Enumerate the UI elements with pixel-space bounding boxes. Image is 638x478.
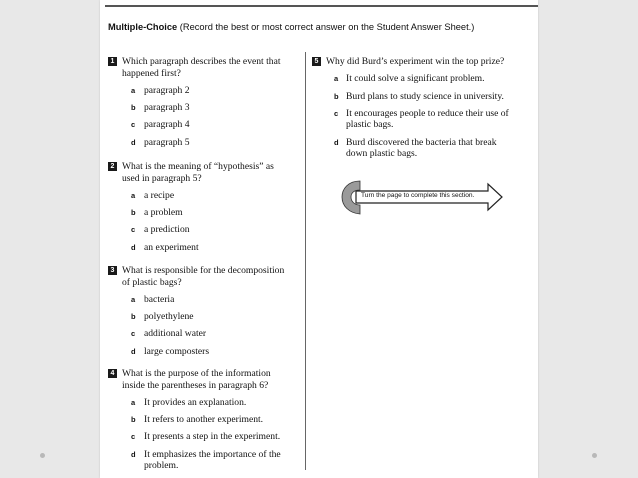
option-text: paragraph 4 [144,119,190,131]
option-text: an experiment [144,241,199,253]
option-text: a problem [144,207,183,219]
top-rule [105,5,538,7]
option-text: a prediction [144,224,190,236]
option-letter: b [131,103,136,113]
option-letter: b [131,208,136,218]
slide-nav-dot-right[interactable] [592,453,597,458]
option-text: additional water [144,328,207,340]
option-text: Burd plans to study science in university. [346,90,504,102]
question-number-badge: 1 [108,57,117,66]
option-text: bacteria [144,293,175,305]
option-letter: c [131,432,136,442]
option-letter: b [131,415,136,425]
option-a[interactable] [108,397,293,409]
question-text: Why did Burd’s experiment win the top prize? [326,56,505,67]
option-letter: b [131,312,136,322]
option-b[interactable] [108,102,288,114]
option-b[interactable] [312,91,512,103]
option-a[interactable] [312,73,512,85]
option-letter: c [131,225,136,235]
option-b[interactable] [108,414,293,426]
option-text: paragraph 5 [144,136,190,148]
turn-page-label: Turn the page to complete this section. [361,192,475,199]
option-letter: c [334,108,339,118]
section-instructions: (Record the best or most correct answer on the Student Answer Sheet.) [177,22,475,32]
option-a[interactable] [108,294,293,306]
option-text: It could solve a significant problem. [346,73,485,85]
option-letter: d [131,137,136,147]
option-letter: d [131,346,136,356]
option-text: paragraph 3 [144,102,190,114]
option-text: It presents a step in the experiment. [144,431,281,443]
question-text: What is the meaning of “hypothesis” as used in paragraph 5? [122,161,274,184]
slide-nav-dot-left[interactable] [40,453,45,458]
answer-sheet-page [100,0,538,478]
option-letter: d [334,137,339,147]
question-4 [108,368,293,472]
question-3 [108,265,293,357]
option-text: polyethylene [144,311,194,323]
option-letter: d [131,449,136,459]
option-d[interactable] [108,242,288,254]
question-number-badge: 5 [312,57,321,66]
option-letter: a [131,85,136,95]
option-text: large composters [144,345,210,357]
option-d[interactable] [108,449,293,472]
question-text: What is the purpose of the information inside the parentheses in paragraph 6? [122,368,271,391]
section-header [108,22,474,32]
option-text: It provides an explanation. [144,396,247,408]
option-a[interactable] [108,85,288,97]
option-letter: c [131,120,136,130]
option-letter: b [334,91,339,101]
option-letter: a [334,74,339,84]
question-text: Which paragraph describes the event that happened first? [122,56,281,79]
section-title: Multiple-Choice [108,22,178,32]
option-a[interactable] [108,190,288,202]
option-text: It encourages people to reduce their use of plastic bags. [346,107,509,131]
option-b[interactable] [108,207,288,219]
question-text: What is responsible for the decomposition of plastic bags? [122,265,285,288]
question-1 [108,56,288,148]
option-text: paragraph 2 [144,84,190,96]
option-letter: c [131,329,136,339]
option-letter: a [131,397,136,407]
option-c[interactable] [312,108,512,131]
option-letter: a [131,294,136,304]
option-c[interactable] [108,431,293,443]
question-number-badge: 2 [108,162,117,171]
question-2 [108,161,288,253]
option-text: It refers to another experiment. [144,414,264,426]
option-text: It emphasizes the importance of the problem. [144,448,281,472]
column-divider [305,52,306,470]
option-c[interactable] [108,328,293,340]
question-number-badge: 4 [108,369,117,378]
option-d[interactable] [108,346,293,358]
option-letter: d [131,242,136,252]
option-text: Burd discovered the bacteria that break down plastic bags. [346,136,497,160]
option-c[interactable] [108,119,288,131]
option-c[interactable] [108,224,288,236]
option-letter: a [131,190,136,200]
question-5 [312,56,512,160]
option-d[interactable] [108,137,288,149]
question-number-badge: 3 [108,266,117,275]
option-d[interactable] [312,137,512,160]
option-b[interactable] [108,311,293,323]
option-text: a recipe [144,189,175,201]
